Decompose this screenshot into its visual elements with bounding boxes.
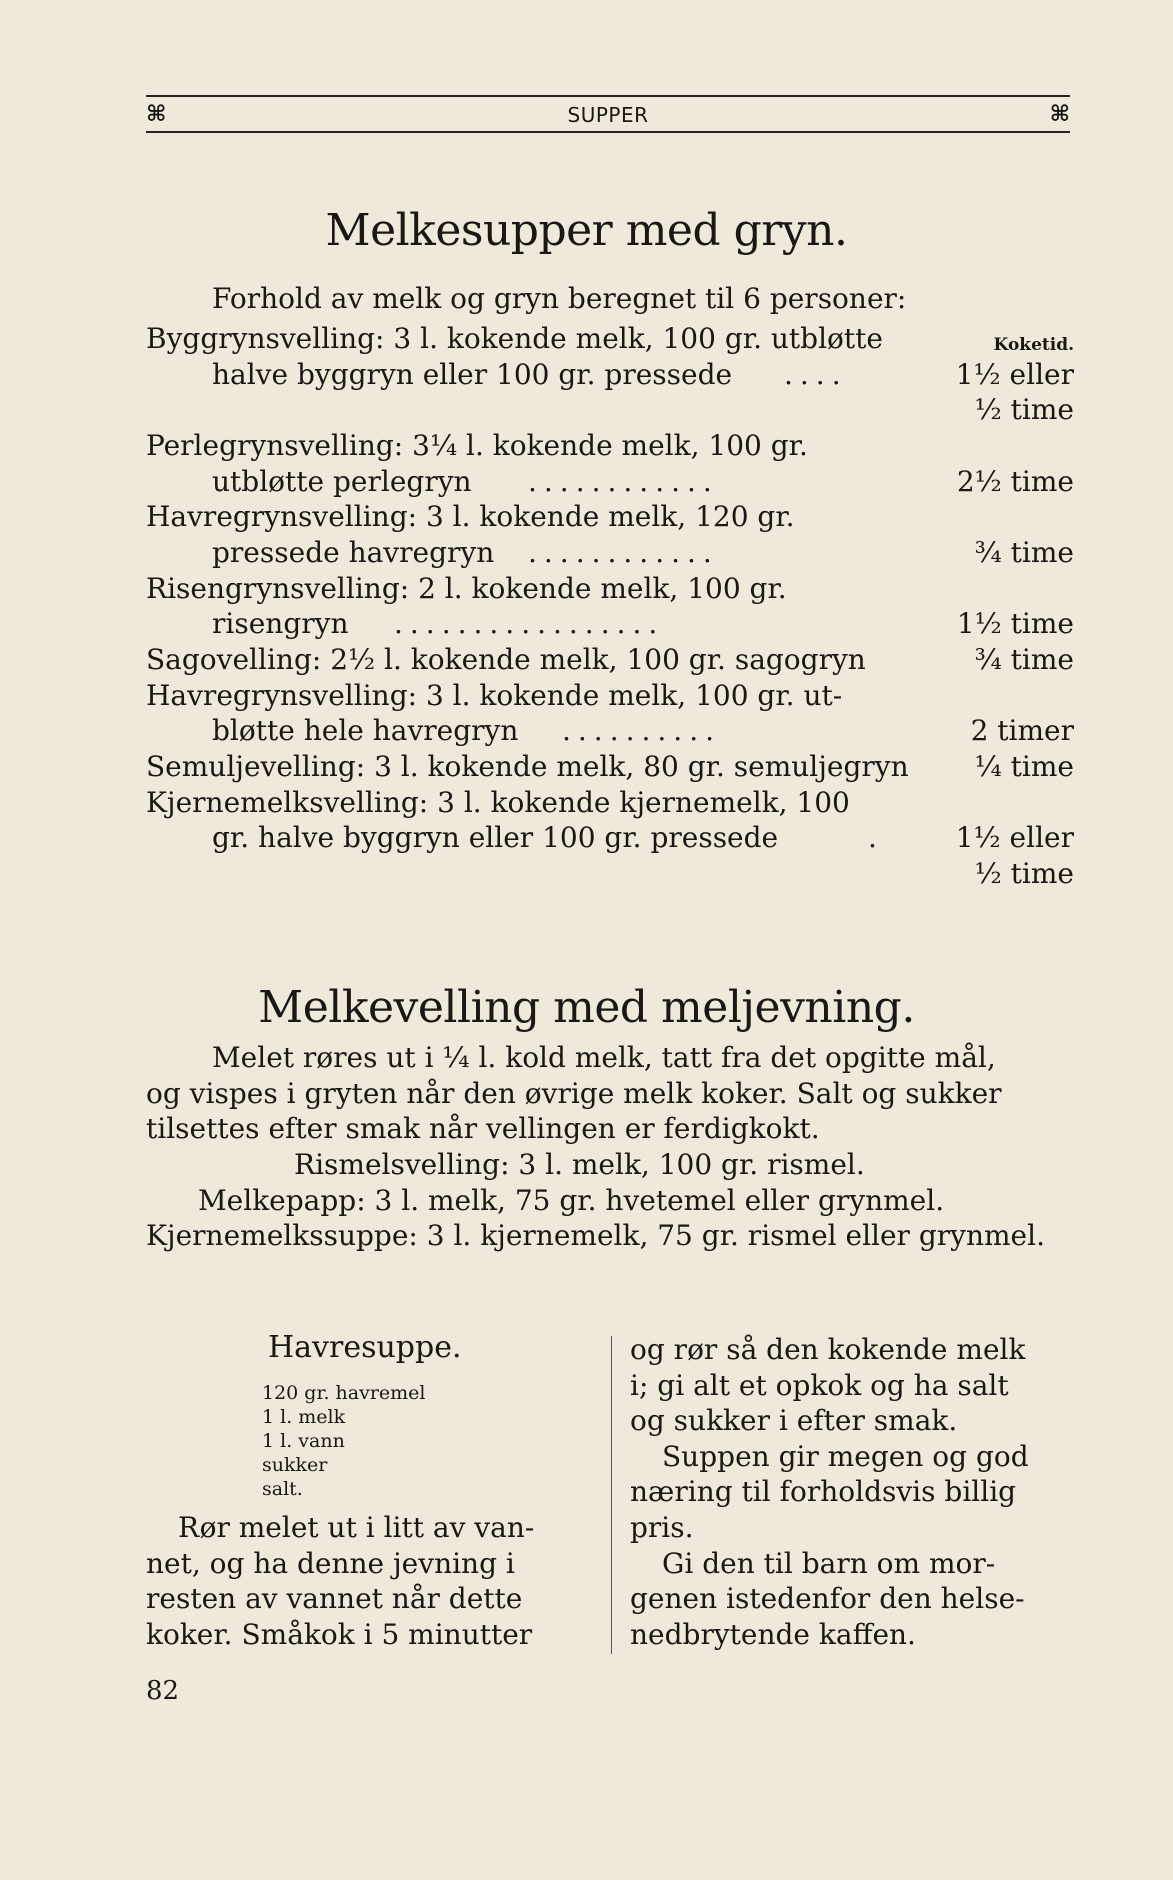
leader-dots: .......... <box>562 714 722 747</box>
time-value: 1½ time <box>956 607 1074 640</box>
recipe-line: Semuljevelling: 3 l. kokende melk, 80 gr. semuljegryn <box>146 750 909 783</box>
time-value: 1½ eller <box>955 358 1074 391</box>
right-column-line: og rør så den kokende melk <box>630 1333 1026 1366</box>
left-column-line: Rør melet ut i litt av van- <box>178 1511 535 1544</box>
leader-dots: .... <box>784 358 848 391</box>
recipe-item: Rismelsvelling: 3 l. melk, 100 gr. rismel. <box>294 1148 865 1181</box>
leader-dots: . <box>868 821 884 854</box>
recipe-line: Sagovelling: 2½ l. kokende melk, 100 gr. sagogryn <box>146 643 866 676</box>
running-header <box>146 102 1070 130</box>
section-title-melkevelling: Melkevelling med meljevning. <box>258 982 915 1033</box>
ingredient: 120 gr. havremel <box>262 1382 426 1404</box>
time-value: 1½ eller <box>955 821 1074 854</box>
left-column-line: koker. Småkok i 5 minutter <box>146 1618 533 1651</box>
column-divider <box>611 1336 612 1654</box>
time-value: ¼ time <box>974 750 1074 783</box>
header-ornament-right: ⌘ <box>1049 102 1070 127</box>
recipe-line: Byggrynsvelling: 3 l. kokende melk, 100 gr. utbløtte <box>146 322 883 355</box>
header-title: SUPPER <box>567 103 649 127</box>
koketid-label: Koketid. <box>993 335 1074 355</box>
time-value: ¾ time <box>974 643 1074 676</box>
recipe-item: Melkepapp: 3 l. melk, 75 gr. hvetemel eller grynmel. <box>198 1184 945 1217</box>
header-bottom-rule <box>146 131 1070 133</box>
leader-dots: ............ <box>528 536 719 569</box>
recipe-line: Risengrynsvelling: 2 l. kokende melk, 100 gr. <box>146 572 787 605</box>
right-column-line: genen istedenfor den helse- <box>630 1582 1025 1615</box>
section-title-havresuppe: Havresuppe. <box>268 1330 462 1365</box>
ingredient: 1 l. vann <box>262 1430 345 1452</box>
recipe-line: Havregrynsvelling: 3 l. kokende melk, 100 gr. ut- <box>146 679 843 712</box>
ingredient: sukker <box>262 1454 328 1476</box>
right-column-line: pris. <box>630 1511 694 1544</box>
left-column-line: resten av vannet når dette <box>146 1582 523 1615</box>
time-value: 2½ time <box>956 465 1074 498</box>
ingredient: 1 l. melk <box>262 1406 346 1428</box>
left-column-line: net, og ha denne jevning i <box>146 1547 515 1580</box>
paragraph-line: og vispes i gryten når den øvrige melk koker. Salt og sukker <box>146 1077 1002 1110</box>
time-value: ½ time <box>974 857 1074 890</box>
paragraph-line: tilsettes efter smak når vellingen er ferdigkokt. <box>146 1112 820 1145</box>
header-ornament-left: ⌘ <box>146 102 167 127</box>
recipe-line: Kjernemelksvelling: 3 l. kokende kjernemelk, 100 <box>146 786 850 819</box>
right-column-line: Suppen gir megen og god <box>662 1440 1029 1473</box>
ingredient: salt. <box>262 1478 303 1500</box>
recipe-item: Kjernemelkssuppe: 3 l. kjernemelk, 75 gr. rismel eller grynmel. <box>146 1219 1045 1252</box>
right-column-line: Gi den til barn om mor- <box>662 1547 996 1580</box>
recipe-line: pressede havregryn <box>212 536 495 569</box>
recipe-line: Perlegrynsvelling: 3¼ l. kokende melk, 100 gr. <box>146 429 808 462</box>
header-top-rule <box>146 95 1070 97</box>
intro-line: Forhold av melk og gryn beregnet til 6 personer: <box>212 282 907 315</box>
leader-dots: ............ <box>528 465 719 498</box>
right-column-line: i; gi alt et opkok og ha salt <box>630 1369 1009 1402</box>
time-value: ¾ time <box>974 536 1074 569</box>
right-column-line: og sukker i efter smak. <box>630 1404 958 1437</box>
recipe-line: halve byggryn eller 100 gr. pressede <box>212 358 733 391</box>
recipe-line: utbløtte perlegryn <box>212 465 472 498</box>
time-value: ½ time <box>974 393 1074 426</box>
recipe-line: Havregrynsvelling: 3 l. kokende melk, 120 gr. <box>146 500 795 533</box>
page-number: 82 <box>146 1676 180 1706</box>
section-title-melkesupper: Melkesupper med gryn. <box>325 205 848 256</box>
leader-dots: ................. <box>394 607 665 640</box>
paragraph-line: Melet røres ut i ¼ l. kold melk, tatt fra det opgitte mål, <box>212 1041 996 1074</box>
recipe-line: bløtte hele havregryn <box>212 714 519 747</box>
recipe-line: gr. halve byggryn eller 100 gr. pressede <box>212 821 779 854</box>
right-column-line: nedbrytende kaffen. <box>630 1618 916 1651</box>
recipe-line: risengryn <box>212 607 349 640</box>
time-value: 2 timer <box>970 714 1074 747</box>
right-column-line: næring til forholdsvis billig <box>630 1475 1017 1508</box>
